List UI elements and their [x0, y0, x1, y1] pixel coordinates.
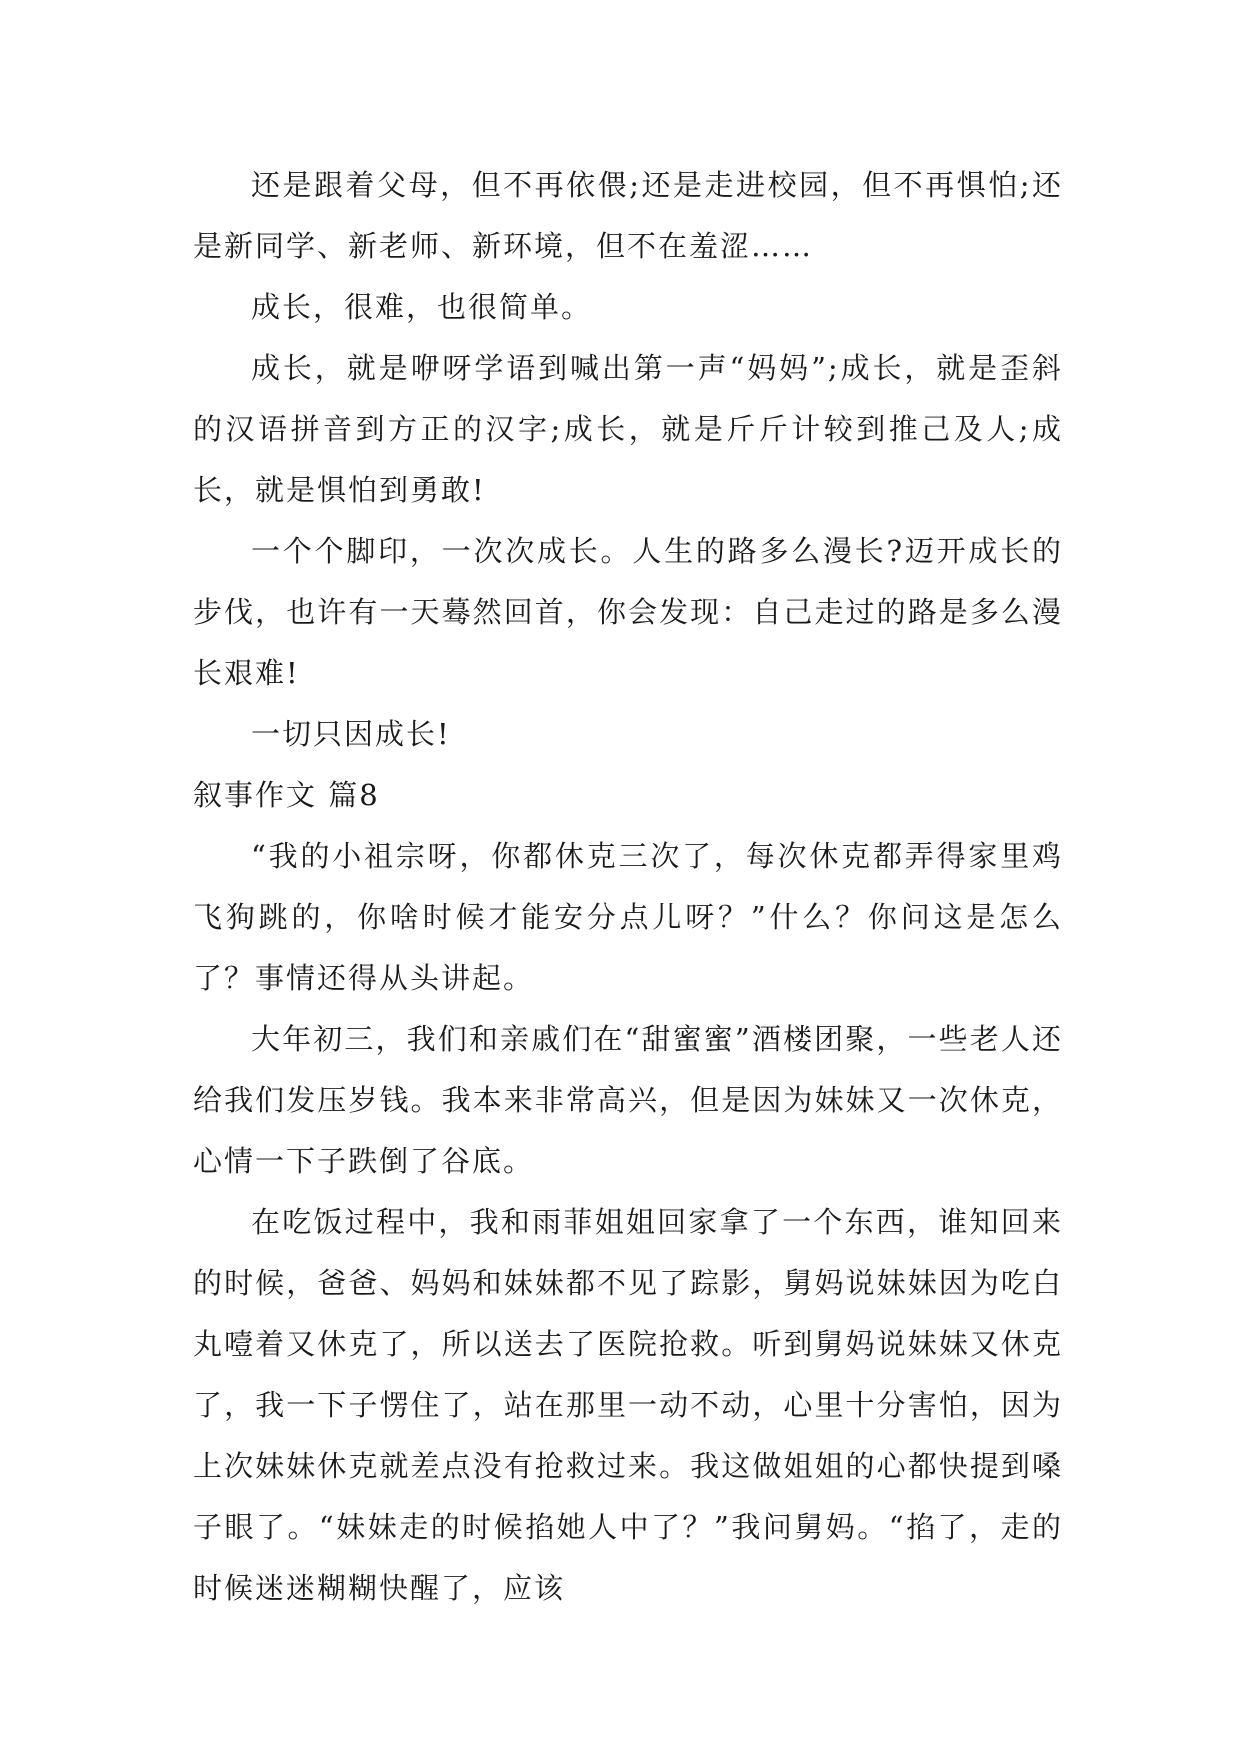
document-body: [193, 155, 1063, 1619]
paragraph-5: 一切只因成长!: [251, 717, 451, 751]
paragraph-7: 大年初三，我们和亲戚们在“甜蜜蜜”酒楼团聚，一些老人还给我们发压岁钱。我本来非常高兴，但是因为妹妹又一次休克，心情一下子跌倒了谷底。: [193, 1022, 1063, 1178]
paragraph-4: 一个个脚印，一次次成长。人生的路多么漫长?迈开成长的步伐，也许有一天蓦然回首，你会发现：自己走过的路是多么漫长艰难!: [193, 534, 1063, 690]
paragraph-1: 还是跟着父母，但不再依偎;还是走进校园，但不再惧怕;还是新同学、新老师、新环境，但不在羞涩……: [193, 168, 1063, 263]
paragraph-3: 成长，就是咿呀学语到喊出第一声“妈妈”;成长，就是歪斜的汉语拼音到方正的汉字;成长，就是斤斤计较到推己及人;成长，就是惧怕到勇敢!: [193, 351, 1063, 507]
paragraph-2: 成长，很难，也很简单。: [251, 290, 593, 324]
section-heading: 叙事作文 篇8: [193, 778, 380, 812]
paragraph-6: “我的小祖宗呀，你都休克三次了，每次休克都弄得家里鸡飞狗跳的，你啥时候才能安分点儿呀？”什么？你问这是怎么了？事情还得从头讲起。: [193, 839, 1063, 995]
paragraph-8: 在吃饭过程中，我和雨菲姐姐回家拿了一个东西，谁知回来的时候，爸爸、妈妈和妹妹都不见了踪影，舅妈说妹妹因为吃白丸噎着又休克了，所以送去了医院抢救。听到舅妈说妹妹又休克了，我一下子愣住了，站在那里一动不动，心里十分害怕，因为上次妹妹休克就差点没有抢救过来。我这做姐姐的心都快提到嗓子眼了。“妹妹走的时候掐她人中了？”我问舅妈。“掐了，走的时候迷迷糊糊快醒了，应该: [193, 1205, 1063, 1605]
